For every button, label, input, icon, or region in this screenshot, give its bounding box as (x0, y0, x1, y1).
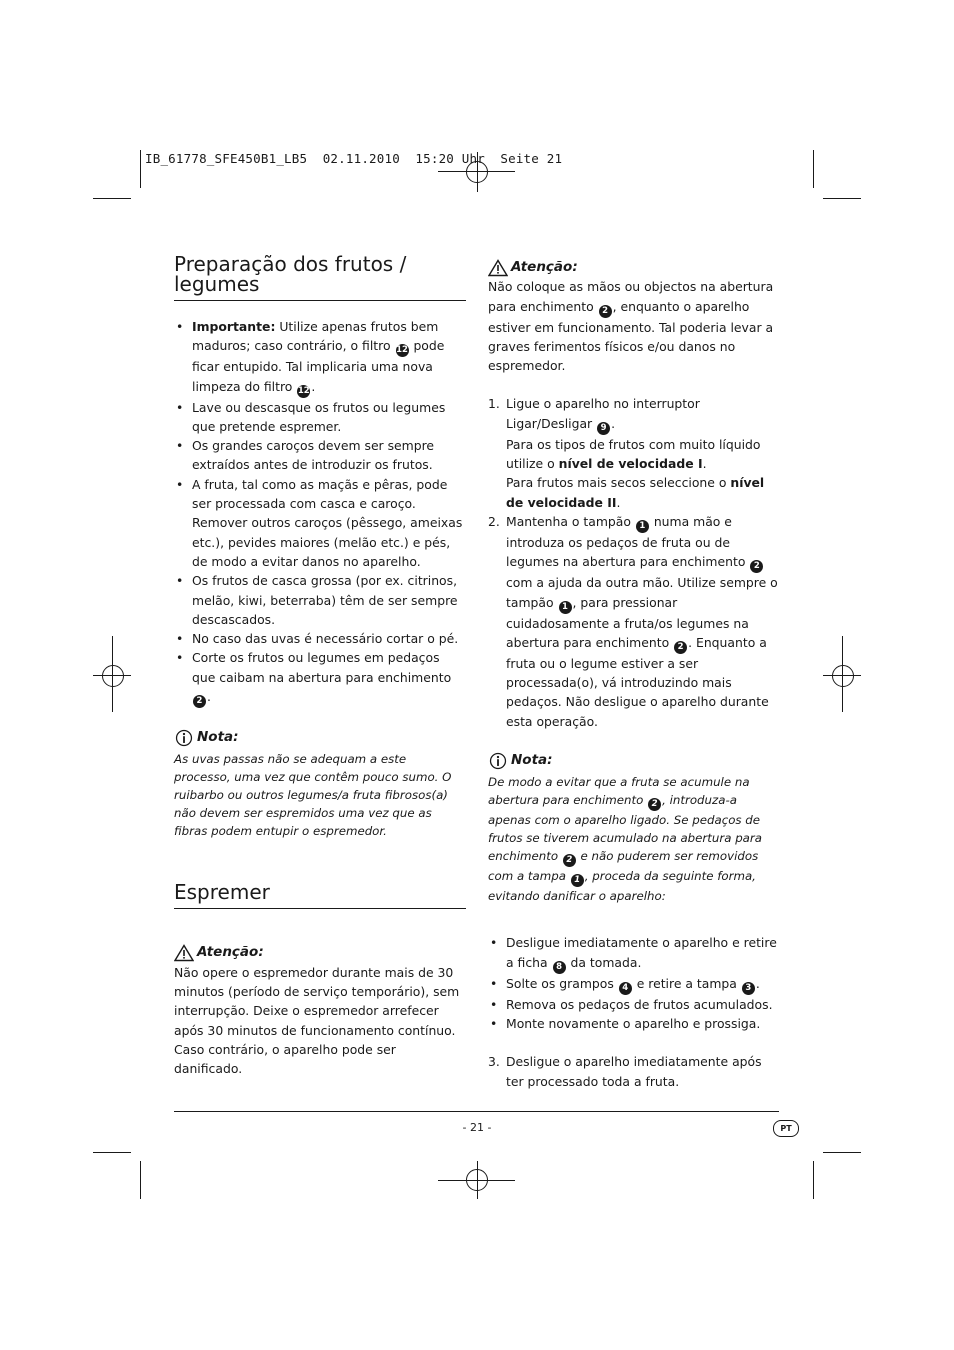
list-item: • Lave ou descasque os frutos ou legumes que pretende espremer. (174, 398, 466, 437)
section-title: Preparação dos frutos / legumes (174, 252, 407, 296)
warning-block (488, 258, 780, 375)
list-item: • Monte novamente o aparelho e prossiga. (488, 1014, 780, 1033)
warning-triangle-icon (488, 259, 508, 277)
note-label: Nota: (197, 729, 239, 746)
note-label: Nota: (511, 752, 553, 769)
warning-block (174, 943, 466, 1078)
crop-mark-tl-v (140, 150, 141, 188)
part-number-badge: 12 (297, 385, 310, 396)
footer-rule (174, 1111, 779, 1112)
part-number-badge: 1 (636, 520, 649, 533)
crop-mark-bl-h (93, 1152, 131, 1153)
title-rule (174, 908, 466, 909)
part-number-badge: 2 (599, 305, 612, 318)
crop-mark-bl-v (140, 1161, 141, 1199)
step-item: 2. Mantenha o tampão 1 numa mão e introduza os pedaços de fruta ou de legumes na abertura para enchimento 2 com a ajuda da outra mão. Utilize sempre o tampão 1 , para pressionar cuidadosamente a fruta/os legumes na abertura para enchimento 2 . Enquanto a fruta ou o legume estiver a ser processada(o), vá introduzindo mais pedaços. Não desligue o aparelho durante esta operação. (488, 513, 778, 729)
right-column (488, 258, 780, 1091)
left-column (174, 254, 466, 1078)
list-item: • Os grandes caroços devem ser sempre extraídos antes de introduzir os frutos. (174, 436, 466, 475)
info-icon (488, 752, 508, 770)
part-number-badge: 2 (750, 560, 763, 573)
note-text: De modo a evitar que a fruta se acumule na abertura para enchimento 2 , introduza-a apenas com o aparelho ligado. Se pedaços de frutos se tiverem acumulado na abertura para enchimento 2 e não puderem ser removidos com a tampa 1 , proceda da seguinte forma, evitando danificar o aparelho: (488, 775, 762, 904)
part-number-badge: 2 (193, 695, 206, 708)
part-number-badge: 2 (563, 854, 576, 867)
warning-label: Atenção: (197, 944, 264, 961)
steps-list (488, 394, 780, 731)
part-number-badge: 3 (742, 982, 755, 995)
part-number-badge: 4 (619, 982, 632, 995)
crop-mark-br-v (813, 1161, 814, 1199)
part-number-badge: 1 (559, 601, 572, 614)
page-number: - 21 - (462, 1121, 492, 1134)
print-header: IB_61778_SFE450B1_LB5 02.11.2010 15:20 Uhr Seite 21 (145, 151, 563, 166)
list-item: • Os frutos de casca grossa (por ex. citrinos, melão, kiwi, beterraba) têm de ser sempre descascados. (174, 571, 466, 629)
part-number-badge: 2 (648, 798, 661, 811)
crop-mark-tr-h (823, 198, 861, 199)
note-block (174, 728, 466, 840)
list-item: • Solte os grampos 4 e retire a tampa 3 . (488, 974, 780, 995)
section-title: Espremer (174, 880, 270, 905)
note-text: As uvas passas não se adequam a este processo, uma vez que contêm pouco sumo. O ruibarbo ou outros legumes/a fruta fibrosos(a) não devem ser espremidos uma vez que as fibras podem entupir o espremedor. (174, 752, 452, 839)
step-item: 3. Desligue o aparelho imediatamente após ter processado toda a fruta. (488, 1054, 762, 1089)
list-item: • Remova os pedaços de frutos acumulados. (488, 995, 780, 1014)
list-item: • A fruta, tal como as maçãs e pêras, pode ser processada com casca e caroço. Remover outros caroços (pêssego, ameixas etc.), pevides maiores (melão etc.) e pés, de modo a evitar danos no aparelho. (174, 475, 466, 571)
list-item: • Importante: Utilize apenas frutos bem maduros; caso contrário, o filtro 12 pode ficar entupido. Tal implicaria uma nova limpeza do filtro 12 . (174, 317, 466, 398)
recovery-list (488, 933, 780, 1033)
warning-triangle-icon (174, 944, 194, 962)
warning-text: Não coloque as mãos ou objectos na abertura para enchimento 2 , enquanto o aparelho estiver em funcionamento. Tal poderia levar a graves ferimentos físicos e/ou danos no espremedor. (488, 279, 774, 374)
part-number-badge: 2 (674, 641, 687, 654)
list-item: • Desligue imediatamente o aparelho e retire a ficha 8 da tomada. (488, 933, 780, 973)
crop-mark-br-h (823, 1152, 861, 1153)
steps-list (488, 1052, 780, 1091)
language-badge: PT (773, 1120, 799, 1137)
warning-label: Atenção: (511, 259, 578, 275)
info-icon (174, 729, 194, 747)
crop-mark-tr-v (813, 150, 814, 188)
preparation-list (174, 317, 466, 708)
warning-text: Não opere o espremedor durante mais de 30 minutos (período de serviço temporário), sem interrupção. Deixe o espremedor arrefecer após 30 minutos de funcionamento contínuo. Caso contrário, o aparelho pode ser danificado. (174, 964, 460, 1077)
part-number-badge: 8 (553, 961, 566, 974)
step-item: 1. Ligue o aparelho no interruptor Ligar/Desligar 9 . Para os tipos de frutos com muito líquido utilize o nível de velocidade I. Para frutos mais secos seleccione o nível de velocidade II. (488, 396, 765, 510)
crop-mark-tl-h (93, 198, 131, 199)
title-rule (174, 300, 466, 301)
note-block (488, 751, 780, 905)
part-number-badge: 12 (396, 345, 408, 356)
part-number-badge: 1 (571, 874, 584, 887)
part-number-badge: 9 (597, 422, 610, 435)
list-item: • No caso das uvas é necessário cortar o pé. (174, 629, 466, 648)
list-item: • Corte os frutos ou legumes em pedaços que caibam na abertura para enchimento 2 . (174, 648, 466, 708)
